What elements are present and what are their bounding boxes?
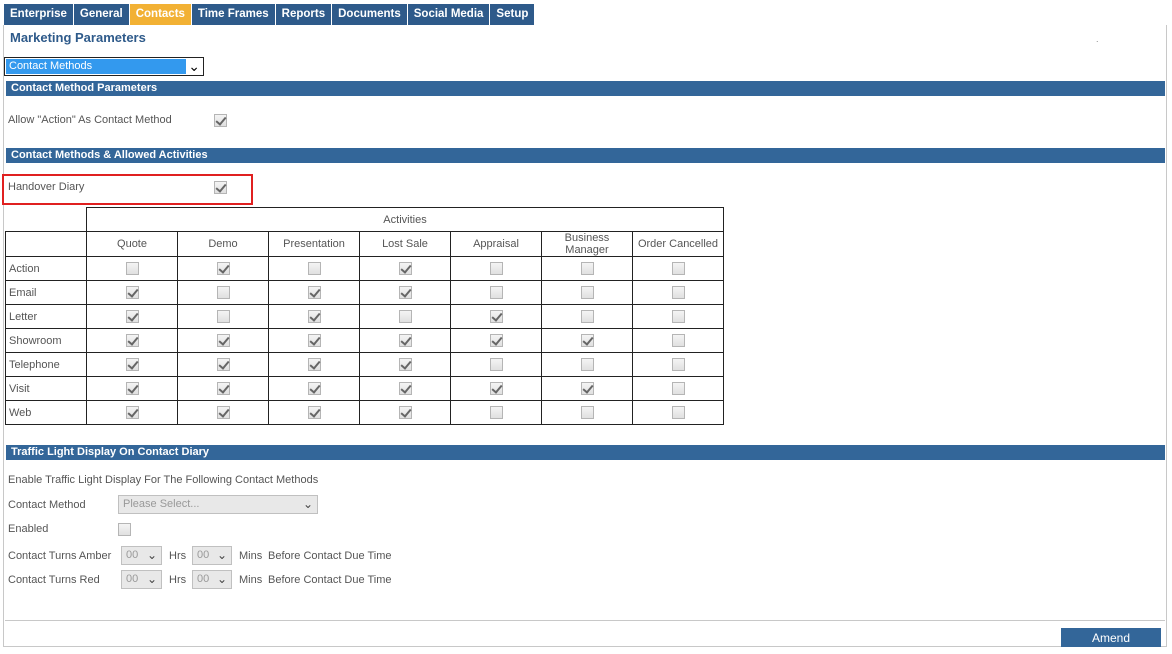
activity-cell	[360, 281, 451, 305]
activity-cell	[178, 329, 269, 353]
tab-bar	[4, 4, 535, 25]
red-hrs-select[interactable]	[121, 570, 162, 589]
activity-checkbox[interactable]	[399, 262, 412, 275]
activity-checkbox[interactable]	[217, 358, 230, 371]
activities-grid	[5, 207, 724, 425]
activity-checkbox[interactable]	[490, 382, 503, 395]
contact-method-row-label: Telephone	[6, 353, 87, 377]
activity-cell	[542, 377, 633, 401]
activity-cell	[269, 281, 360, 305]
activities-column-headers	[6, 232, 724, 257]
tab-documents[interactable]: Documents	[332, 4, 407, 25]
activity-cell	[178, 377, 269, 401]
activity-checkbox[interactable]	[126, 286, 139, 299]
allowed-activities-header: Contact Methods & Allowed Activities	[6, 148, 1165, 163]
chevron-down-icon: ⌄	[188, 58, 200, 74]
activity-checkbox[interactable]	[399, 406, 412, 419]
activity-column-header: Demo	[178, 232, 269, 257]
activity-checkbox[interactable]	[399, 286, 412, 299]
contact-method-row-label: Email	[6, 281, 87, 305]
activity-checkbox[interactable]	[399, 334, 412, 347]
activity-cell	[269, 329, 360, 353]
tab-setup[interactable]: Setup	[490, 4, 534, 25]
activity-checkbox[interactable]	[672, 262, 685, 275]
activity-checkbox[interactable]	[581, 382, 594, 395]
activity-checkbox[interactable]	[581, 310, 594, 323]
activity-column-header: Presentation	[269, 232, 360, 257]
activity-cell	[269, 401, 360, 425]
handover-diary-label: Handover Diary	[8, 181, 85, 193]
amber-mins-select[interactable]	[192, 546, 232, 565]
activity-cell	[633, 353, 724, 377]
activity-cell	[542, 401, 633, 425]
corner-mark: .	[1096, 34, 1099, 44]
activity-checkbox[interactable]	[672, 310, 685, 323]
activity-column-header: Appraisal	[451, 232, 542, 257]
table-row	[6, 305, 724, 329]
chevron-down-icon: ⌄	[216, 548, 227, 562]
table-row	[6, 329, 724, 353]
activity-cell	[87, 257, 178, 281]
activity-checkbox[interactable]	[217, 334, 230, 347]
activity-column-header: Lost Sale	[360, 232, 451, 257]
red-label: Contact Turns Red	[8, 574, 100, 586]
activity-checkbox[interactable]	[490, 262, 503, 275]
activity-cell	[360, 353, 451, 377]
activity-cell	[269, 305, 360, 329]
activity-cell	[360, 305, 451, 329]
activity-checkbox[interactable]	[308, 334, 321, 347]
red-mins-select[interactable]	[192, 570, 232, 589]
contact-method-row-label: Letter	[6, 305, 87, 329]
activity-checkbox[interactable]	[308, 382, 321, 395]
activity-cell	[542, 257, 633, 281]
activity-checkbox[interactable]	[581, 406, 594, 419]
contact-method-row-label: Web	[6, 401, 87, 425]
activity-checkbox[interactable]	[490, 358, 503, 371]
activity-checkbox[interactable]	[399, 382, 412, 395]
activity-column-header: Quote	[87, 232, 178, 257]
activity-cell	[87, 401, 178, 425]
grid-corner	[6, 208, 87, 232]
activity-cell	[87, 281, 178, 305]
activity-cell	[360, 257, 451, 281]
activity-checkbox[interactable]	[217, 382, 230, 395]
activity-checkbox[interactable]	[217, 262, 230, 275]
amber-hrs-label: Hrs	[169, 550, 187, 562]
activity-checkbox[interactable]	[126, 358, 139, 371]
contact-method-placeholder: Please Select...	[123, 498, 200, 510]
section-select-value: Contact Methods	[6, 59, 186, 74]
activity-checkbox[interactable]	[672, 382, 685, 395]
contact-method-parameters-header: Contact Method Parameters	[6, 81, 1165, 96]
activity-checkbox[interactable]	[217, 310, 230, 323]
table-row	[6, 353, 724, 377]
activity-checkbox[interactable]	[308, 286, 321, 299]
activity-cell	[360, 401, 451, 425]
contact-method-row-label: Showroom	[6, 329, 87, 353]
activity-checkbox[interactable]	[672, 334, 685, 347]
activity-cell	[269, 377, 360, 401]
enabled-label: Enabled	[8, 523, 49, 535]
red-hrs-value: 00	[126, 573, 139, 585]
tab-reports[interactable]: Reports	[276, 4, 331, 25]
table-row	[6, 401, 724, 425]
contact-method-select[interactable]	[118, 495, 318, 514]
activity-checkbox[interactable]	[126, 406, 139, 419]
activity-cell	[542, 353, 633, 377]
tab-time-frames[interactable]: Time Frames	[192, 4, 275, 25]
activity-cell	[178, 353, 269, 377]
activity-checkbox[interactable]	[399, 358, 412, 371]
activities-group-header: Activities	[87, 208, 724, 232]
activity-checkbox[interactable]	[126, 382, 139, 395]
activity-cell	[178, 401, 269, 425]
amber-hrs-select[interactable]	[121, 546, 162, 565]
activity-checkbox[interactable]	[581, 286, 594, 299]
grid-row-label-header	[6, 232, 87, 257]
chevron-down-icon: ⌄	[146, 548, 157, 562]
activity-cell	[178, 305, 269, 329]
activity-cell	[87, 329, 178, 353]
activity-checkbox[interactable]	[399, 310, 412, 323]
amber-before-label: Before Contact Due Time	[268, 550, 392, 562]
enabled-checkbox[interactable]	[118, 523, 131, 536]
activity-cell	[451, 281, 542, 305]
traffic-light-intro: Enable Traffic Light Display For The Following Contact Methods	[8, 474, 319, 486]
tab-general[interactable]: General	[74, 4, 129, 25]
table-row	[6, 281, 724, 305]
activity-checkbox[interactable]	[490, 334, 503, 347]
activity-checkbox[interactable]	[672, 358, 685, 371]
activity-cell	[633, 305, 724, 329]
chevron-down-icon: ⌄	[146, 572, 157, 586]
activity-cell	[360, 329, 451, 353]
red-mins-label: Mins	[239, 574, 263, 586]
contact-method-row-label: Visit	[6, 377, 87, 401]
activity-cell	[269, 353, 360, 377]
activity-cell	[269, 257, 360, 281]
table-row	[6, 257, 724, 281]
activity-cell	[178, 257, 269, 281]
activity-checkbox[interactable]	[308, 310, 321, 323]
amber-mins-value: 00	[197, 549, 210, 561]
activity-checkbox[interactable]	[217, 406, 230, 419]
contact-method-row-label: Action	[6, 257, 87, 281]
activity-cell	[451, 401, 542, 425]
activity-cell	[633, 257, 724, 281]
activity-checkbox[interactable]	[672, 286, 685, 299]
section-select[interactable]	[4, 57, 204, 76]
tab-contacts[interactable]: Contacts	[130, 4, 191, 25]
activity-checkbox[interactable]	[490, 310, 503, 323]
activity-cell	[87, 353, 178, 377]
activity-checkbox[interactable]	[490, 286, 503, 299]
activity-checkbox[interactable]	[126, 334, 139, 347]
amber-label: Contact Turns Amber	[8, 550, 112, 562]
activity-cell	[87, 377, 178, 401]
activity-cell	[542, 329, 633, 353]
activity-checkbox[interactable]	[490, 406, 503, 419]
activity-cell	[633, 401, 724, 425]
activity-checkbox[interactable]	[126, 262, 139, 275]
tab-social-media[interactable]: Social Media	[408, 4, 490, 25]
activity-checkbox[interactable]	[672, 406, 685, 419]
activity-column-header: Order Cancelled	[633, 232, 724, 257]
allow-action-checkbox[interactable]	[214, 114, 227, 127]
activity-cell	[451, 329, 542, 353]
page-title: Marketing Parameters	[10, 30, 146, 45]
amend-button[interactable]: Amend	[1061, 628, 1161, 647]
activity-checkbox[interactable]	[581, 334, 594, 347]
handover-diary-checkbox[interactable]	[214, 181, 227, 194]
activity-cell	[360, 377, 451, 401]
activity-column-header: Business Manager	[542, 232, 633, 257]
amber-mins-label: Mins	[239, 550, 263, 562]
activity-checkbox[interactable]	[308, 358, 321, 371]
activity-checkbox[interactable]	[581, 358, 594, 371]
activity-cell	[633, 329, 724, 353]
chevron-down-icon: ⌄	[216, 572, 227, 586]
activity-checkbox[interactable]	[308, 406, 321, 419]
activity-cell	[451, 377, 542, 401]
chevron-down-icon: ⌄	[302, 497, 313, 511]
amber-hrs-value: 00	[126, 549, 139, 561]
tab-enterprise[interactable]: Enterprise	[4, 4, 73, 25]
activity-cell	[451, 257, 542, 281]
contact-method-label: Contact Method	[8, 499, 86, 511]
activities-grid-body	[6, 257, 724, 425]
allow-action-label: Allow "Action" As Contact Method	[8, 114, 172, 126]
red-before-label: Before Contact Due Time	[268, 574, 392, 586]
activity-checkbox[interactable]	[126, 310, 139, 323]
activity-cell	[87, 305, 178, 329]
traffic-light-header: Traffic Light Display On Contact Diary	[6, 445, 1165, 460]
activity-cell	[451, 305, 542, 329]
activity-cell	[542, 305, 633, 329]
activity-cell	[633, 281, 724, 305]
table-row	[6, 377, 724, 401]
red-mins-value: 00	[197, 573, 210, 585]
activity-cell	[451, 353, 542, 377]
activity-checkbox[interactable]	[581, 262, 594, 275]
activity-cell	[178, 281, 269, 305]
red-hrs-label: Hrs	[169, 574, 187, 586]
activity-cell	[542, 281, 633, 305]
footer-divider	[5, 620, 1165, 621]
activity-checkbox[interactable]	[217, 286, 230, 299]
activity-cell	[633, 377, 724, 401]
activity-checkbox[interactable]	[308, 262, 321, 275]
